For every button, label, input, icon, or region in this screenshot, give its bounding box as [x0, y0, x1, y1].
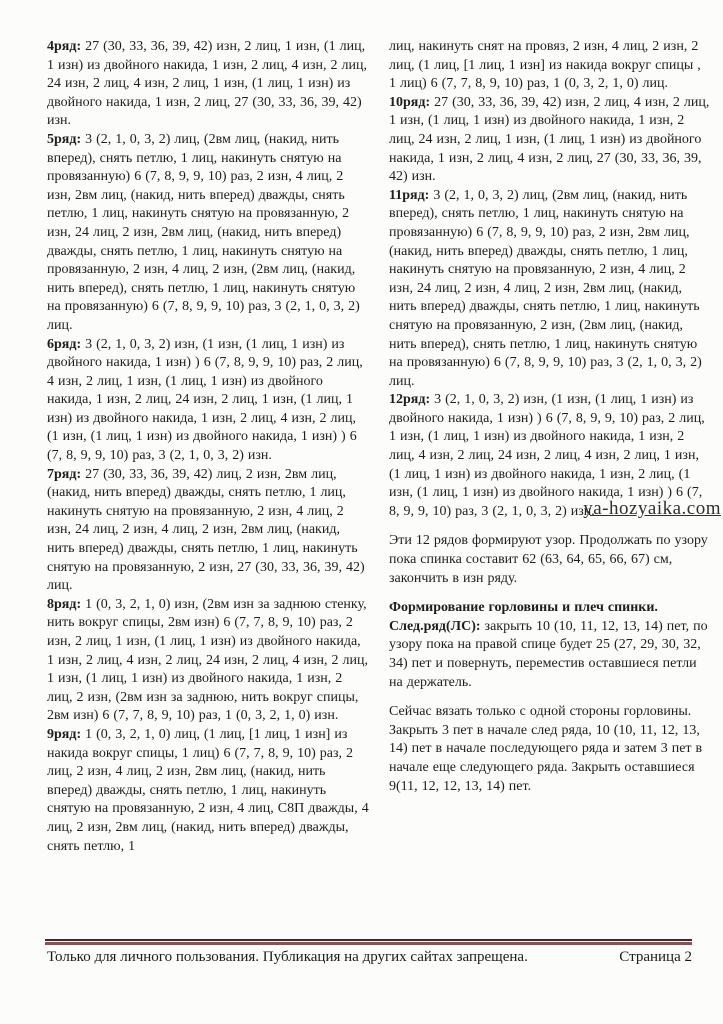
section-heading — [389, 599, 711, 618]
pattern-paragraph — [47, 726, 369, 856]
footer-divider-rule — [45, 939, 692, 945]
footer-rule-top-line — [45, 939, 692, 941]
pattern-paragraph — [389, 38, 711, 94]
footer-rule-bottom-line — [45, 942, 692, 945]
paragraph-text: лиц, накинуть снят на провяз, 2 изн, 4 лиц, 2 изн, 2 лиц, (1 лиц, [1 лиц, 1 изн] из накида вокруг спицы , 1 лиц) 6 (7, 7, 8, 9, 10) раз, 1 (0, 3, 2, 1, 0) лиц. — [389, 39, 701, 92]
paragraph-text: 3 (2, 1, 0, 3, 2) лиц, (2вм лиц, (накид, нить вперед), снять петлю, 1 лиц, накинуть снятую на провязанную) 6 (7, 8, 9, 9, 10) раз, 2 изн, 4 лиц, 2 изн, 2вм лиц, (накид, нить вперед) дважды, снять петлю, 1 лиц, накинуть снятую на провязанную, 2 изн, 24 лиц, 2 изн, 2вм лиц, (накид, нить вперед) дважды, снять петлю, 1 лиц, накинуть снятую на провязанную, 2 изн, 4 лиц, 2 изн, (2вм лиц, (накид, нить вперед), снять петлю, 1 лиц, накинуть снятую на провязанную) 6 (7, 8, 9, 9, 10) раз, 3 (2, 1, 0, 3, 2) лиц. — [47, 131, 360, 333]
pattern-paragraph — [47, 38, 369, 131]
row-label: След.ряд(ЛС): — [389, 618, 485, 634]
paragraph-text: 3 (2, 1, 0, 3, 2) изн, (1 изн, (1 лиц, 1 изн) из двойного накида, 1 изн) ) 6 (7, 8, 9, 9, 10) раз, 2 лиц, 4 изн, 2 лиц, 1 изн, (1 лиц, 1 изн) из двойного накида, 1 изн, 2 лиц, 24 изн, 2 лиц, 1 изн, (1 лиц, 1 изн) из двойного накида, 1 изн, 2 лиц, 4 изн, 2 лиц, (1 изн, (1 лиц, 1 изн) из двойного накида, 1 изн) ) 6 (7, 8, 9, 9, 10) раз, 3 (2, 1, 0, 3, 2) изн. — [47, 336, 363, 464]
pattern-paragraph — [389, 532, 711, 588]
pattern-paragraph — [47, 131, 369, 336]
row-label: 4ряд: — [47, 39, 86, 54]
pattern-paragraph — [389, 618, 711, 692]
pattern-paragraph — [389, 703, 711, 796]
paragraph-text: 1 (0, 3, 2, 1, 0) лиц, (1 лиц, [1 лиц, 1 изн] из накида вокруг спицы, 1 лиц) 6 (7, 7, 8, 9, 10) раз, 2 лиц, 2 изн, 4 лиц, 2 изн, 2вм лиц, (накид, нить вперед) дважды, снять петлю, 1 лиц, накинуть снятую на провязанную, 2 изн, 4 лиц, С8П дважды, 4 лиц, 2 изн, 2вм лиц, (накид, нить вперед) дважды, снять петлю, 1 — [47, 726, 369, 854]
row-label: 5ряд: — [47, 131, 86, 147]
paragraph-text: 27 (30, 33, 36, 39, 42) изн, 2 лиц, 4 изн, 2 лиц, 1 изн, (1 лиц, 1 изн) из двойного накида, 1 изн, 2 лиц, 24 изн, 2 лиц, 1 изн, (1 лиц, 1 изн) из двойного накида, 1 изн, 2 лиц, 4 изн, 2 лиц, 27 (30, 33, 36, 39, 42) изн. — [389, 94, 710, 185]
paragraph-text: 3 (2, 1, 0, 3, 2) лиц, (2вм лиц, (накид, нить вперед), снять петлю, 1 лиц, накинуть снятую на провязанную) 6 (7, 8, 9, 9, 10) раз, 2 изн, 2вм лиц, (накид, нить вперед) дважды, снять петлю, 1 лиц, накинуть снятую на провязанную, 2 изн, 4 лиц, 2 изн, 24 лиц, 2 изн, 4 лиц, 2 изн, 2вм лиц, (накид, нить вперед) дважды, снять петлю, 1 лиц, накинуть снятую на провязанную, 2 изн, (2вм лиц, (накид, нить вперед), снять петлю, 1 лиц, накинуть снятую на провязанную) 6 (7, 8, 9, 9, 10) раз, 3 (2, 1, 0, 3, 2) лиц. — [389, 187, 702, 389]
row-label: 11ряд: — [389, 187, 434, 203]
paragraph-text: 1 (0, 3, 2, 1, 0) изн, (2вм изн за заднюю стенку, нить вокруг спицы, 2вм изн) 6 (7, 7, 8, 9, 10) раз, 2 изн, 2 лиц, 1 изн, (1 лиц, 1 изн) из двойного накида, 1 изн, 2 лиц, 4 изн, 2 лиц, 24 изн, 2 лиц, 4 изн, 2 лиц, 1 изн, (1 лиц, 1 изн) из двойного накида, 1 изн, 2 лиц, 2 изн, (2вм изн за заднюю, нить вокруг спицы, 2вм изн) 6 (7, 7, 8, 9, 10) раз, 1 (0, 3, 2, 1, 0) изн. — [47, 596, 368, 724]
text-columns — [47, 38, 711, 856]
pattern-paragraph — [47, 596, 369, 726]
page-number: Страница 2 — [619, 949, 692, 965]
footer-notice: Только для личного пользования. Публикация на других сайтах запрещена. — [47, 949, 528, 965]
paragraph-text: Эти 12 рядов формируют узор. Продолжать по узору пока спинка составит 62 (63, 64, 65, 66, 67) см, закончить в изн ряду. — [389, 533, 708, 586]
row-label: 8ряд: — [47, 596, 86, 612]
watermark-site-link: ya-hozyaika.com — [583, 498, 721, 519]
pattern-paragraph — [47, 466, 369, 596]
paragraph-text: 3 (2, 1, 0, 3, 2) изн, (1 изн, (1 лиц, 1 изн) из двойного накида, 1 изн) ) 6 (7, 8, 9, 9, 10) раз, 2 лиц, 1 изн, (1 лиц, 1 изн) из двойного накида, 1 изн, 2 лиц, 4 изн, 2 лиц, 24 изн, 2 лиц, 4 изн, 2 лиц, 1 изн, (1 лиц, 1 изн) из двойного накида, 1 изн, 2 лиц, (1 изн, (1 лиц, 1 изн) из двойного накида, 1 изн) ) 6 (7, 8, 9, 9, 10) раз, 3 (2, 1, 0, 3, 2) изн. — [389, 392, 705, 519]
pattern-paragraph — [389, 94, 711, 187]
row-label: 9ряд: — [47, 726, 86, 742]
row-label: 6ряд: — [47, 336, 86, 352]
right-column — [389, 38, 711, 856]
pattern-paragraph — [47, 336, 369, 466]
paragraph-text: 27 (30, 33, 36, 39, 42) изн, 2 лиц, 1 изн, (1 лиц, 1 изн) из двойного накида, 1 изн, 2 лиц, 4 изн, 2 лиц, 24 изн, 2 лиц, 4 изн, 2 лиц, 1 изн, (1 лиц, 1 изн) из двойного накида, 1 изн, 2 лиц, 27 (30, 33, 36, 39, 42) изн. — [47, 39, 368, 129]
row-label: 10ряд: — [389, 94, 435, 110]
pattern-paragraph — [389, 187, 711, 392]
paragraph-text: 27 (30, 33, 36, 39, 42) лиц, 2 изн, 2вм лиц, (накид, нить вперед) дважды, снять петлю, 1 лиц, накинуть снятую на провязанную, 2 изн, 4 лиц, 2 изн, 24 лиц, 2 изн, 4 лиц, 2 изн, 2вм лиц, (накид, нить вперед) дважды, снять петлю, 1 лиц, накинуть снятую на провязанную, 2 изн, 27 (30, 33, 36, 39, 42) лиц. — [47, 466, 365, 594]
paragraph-text: Сейчас вязать только с одной стороны горловины. Закрыть 3 пет в начале след ряда, 10 (10, 11, 12, 13, 14) пет в начале последующего ряда и затем 3 пет в начале еще следующего ряда. Закрыть оставшиеся 9(11, 12, 12, 13, 14) пет. — [389, 704, 703, 794]
paragraph-text: закрыть 10 (10, 11, 12, 13, 14) пет, по узору пока на правой спице будет 25 (27, 29, 30, 32, 34) пет и повернуть, переместив оставшиеся петли на держатель. — [389, 618, 708, 690]
paragraph-text: Формирование горловины и плеч спинки. — [389, 600, 658, 616]
left-column — [47, 38, 369, 856]
row-label: 12ряд: — [389, 392, 435, 408]
page-footer — [47, 949, 692, 966]
row-label: 7ряд: — [47, 466, 86, 482]
